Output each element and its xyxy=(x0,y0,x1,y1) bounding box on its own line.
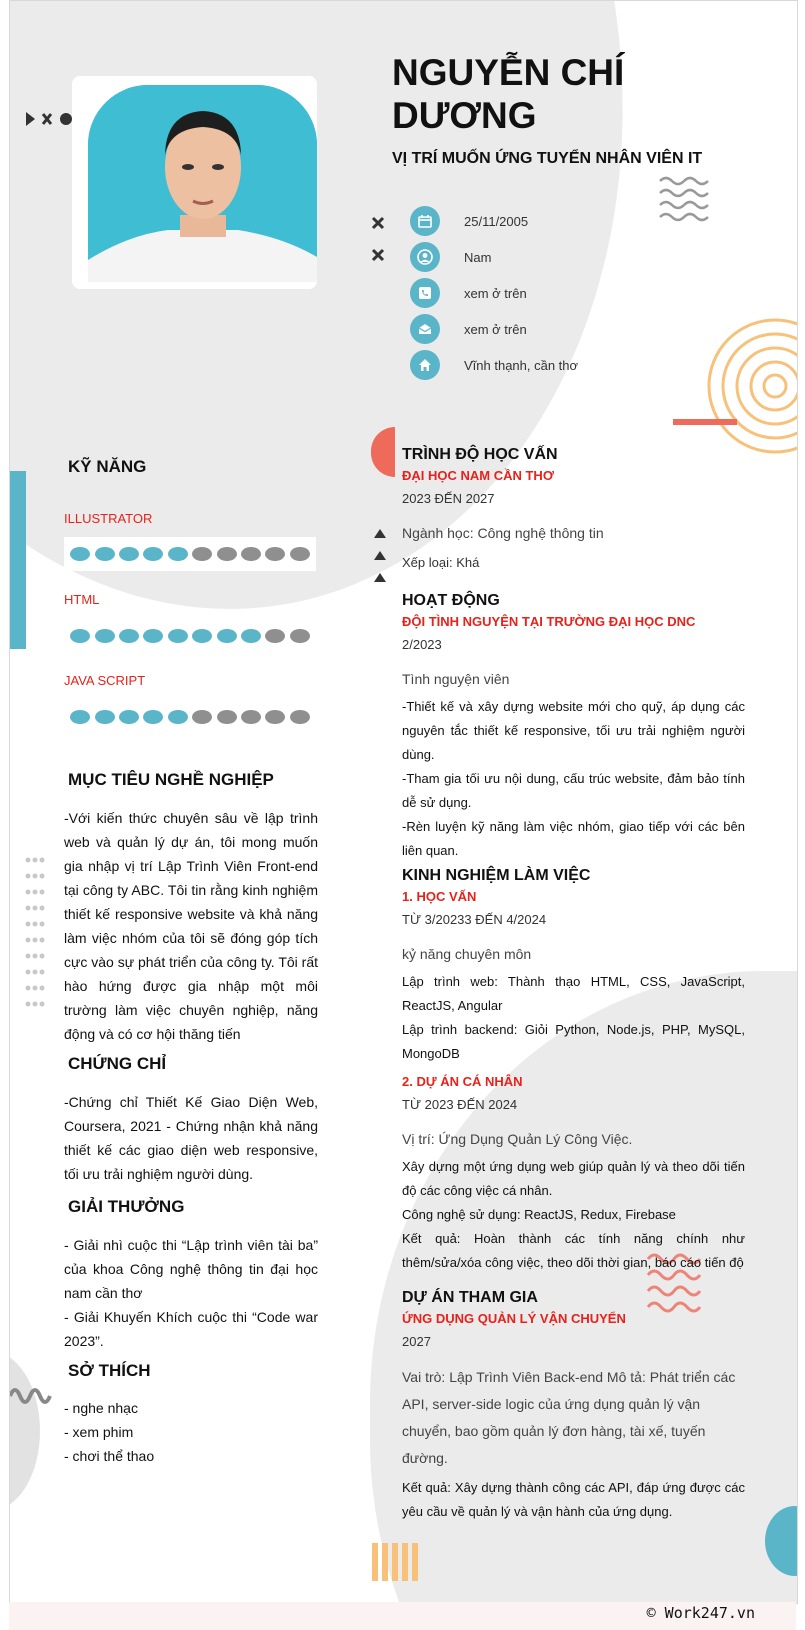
skill-dot xyxy=(192,629,212,643)
contact-item-email xyxy=(410,311,578,347)
cv-page xyxy=(9,0,798,1604)
skill-dot xyxy=(265,710,285,724)
skill-dot xyxy=(217,710,237,724)
activities-details xyxy=(402,695,745,863)
contact-address: Vĩnh thạnh, cần thơ xyxy=(464,357,579,373)
contact-item-phone xyxy=(410,275,578,311)
skill-dot xyxy=(168,710,188,724)
skill-dot xyxy=(70,547,90,561)
activities-role: Tình nguyện viên xyxy=(402,671,510,687)
skills-title: KỸ NĂNG xyxy=(68,457,147,476)
skill-name: JAVA SCRIPT xyxy=(64,673,146,688)
skill-dot xyxy=(241,710,261,724)
experience-role: kỷ năng chuyên môn xyxy=(402,946,532,962)
experience-period: TỪ 3/20233 ĐẾN 4/2024 xyxy=(402,912,547,927)
orange-bars-decoration xyxy=(372,1543,418,1581)
award-item: - Giải Khuyến Khích cuộc thi “Code war 2023”. xyxy=(64,1309,318,1349)
skill-dot xyxy=(143,710,163,724)
activity-detail: -Thiết kế và xây dựng website mới cho quỹ, áp dụng các nguyên tắc thiết kế responsive, tối ưu trải nghiệm người dùng. xyxy=(402,699,745,762)
activities-title: HOẠT ĐỘNG xyxy=(402,592,500,609)
experience-detail: Xây dựng một ứng dụng web giúp quản lý và theo dõi tiến độ các công việc cá nhân. xyxy=(402,1159,745,1198)
skill-dot xyxy=(70,710,90,724)
activities-org: ĐỘI TÌNH NGUYỆN TẠI TRƯỜNG ĐẠI HỌC DNC xyxy=(402,614,696,629)
objective-title: MỤC TIÊU NGHỀ NGHIỆP xyxy=(68,770,274,789)
contact-item-gender xyxy=(410,239,578,275)
skill-dot xyxy=(119,629,139,643)
skill-name: ILLUSTRATOR xyxy=(64,511,153,526)
project-result: Kết quả: Xây dựng thành công các API, đáp ứng được các yêu cầu về quản lý và vận hành của ứng dụng. xyxy=(402,1480,745,1519)
experience-heading: 1. HỌC VẤN xyxy=(402,889,477,904)
skill-dot xyxy=(217,629,237,643)
candidate-name: NGUYỄN CHÍ DƯƠNG xyxy=(392,52,625,136)
experience-title: KINH NGHIỆM LÀM VIỆC xyxy=(402,867,591,884)
education-grade: Xếp loại: Khá xyxy=(402,555,480,570)
hobbies-title: SỞ THÍCH xyxy=(68,1361,151,1380)
education-period: 2023 ĐẾN 2027 xyxy=(402,491,495,506)
red-line-decoration xyxy=(673,419,737,425)
education-major: Ngành học: Công nghệ thông tin xyxy=(402,525,604,541)
skill-dot xyxy=(265,629,285,643)
experience-details xyxy=(402,970,745,1066)
award-item: - Giải nhì cuộc thi “Lập trình viên tài ba” của khoa Công nghệ thông tin đại học nam cần thơ xyxy=(64,1237,318,1301)
awards-list xyxy=(64,1233,318,1353)
contact-gender: Nam xyxy=(464,249,492,265)
activity-detail: -Tham gia tối ưu nội dung, cấu trúc website, đảm bảo tính dễ sử dụng. xyxy=(402,771,745,810)
skill-dot xyxy=(119,547,139,561)
contact-item-birthday xyxy=(410,203,578,239)
project-period: 2027 xyxy=(402,1334,431,1349)
hobby-item: - chơi thể thao xyxy=(64,1448,155,1464)
skill-rating xyxy=(64,619,316,653)
bg-shape-left xyxy=(9,1351,40,1511)
skill-dot xyxy=(217,547,237,561)
skill-name: HTML xyxy=(64,592,100,607)
activity-detail: -Rèn luyện kỹ năng làm việc nhóm, giao tiếp với các bên liên quan. xyxy=(402,819,745,858)
phone-icon xyxy=(410,278,440,308)
hobby-item: - xem phim xyxy=(64,1424,134,1440)
gray-wave-decoration xyxy=(10,1383,56,1409)
profile-photo xyxy=(88,85,317,282)
skill-dot xyxy=(290,547,310,561)
skill-rating xyxy=(64,700,316,734)
hobbies-list xyxy=(64,1396,318,1468)
experience-role: Vị trí: Ứng Dụng Quản Lý Công Việc. xyxy=(402,1131,633,1147)
awards-title: GIẢI THƯỞNG xyxy=(68,1197,185,1216)
skill-dot xyxy=(265,547,285,561)
skill-dot xyxy=(290,629,310,643)
x-marks-decoration xyxy=(370,215,388,265)
experience-heading: 2. DỰ ÁN CÁ NHÂN xyxy=(402,1074,523,1089)
certificates-text: -Chứng chỉ Thiết Kế Giao Diện Web, Coursera, 2021 - Chứng nhận khả năng thiết kế các giao diện web responsive, tối ưu trải nghiệm người dùng. xyxy=(64,1094,318,1182)
experience-details xyxy=(402,1155,745,1275)
experience-detail: Công nghệ sử dụng: ReactJS, Redux, Firebase xyxy=(402,1207,676,1222)
objective-text: -Với kiến thức chuyên sâu về lập trình web và quản lý dự án, tôi mong muốn gia nhập vị trí Lập Trình Viên Front-end tại công ty ABC. Tôi tin rằng kinh nghiệm thiết kế responsive website và khả năng làm việc nhóm của tôi sẽ đóng góp tích cực vào sự phát triển của công ty. Tôi rất hào hứng được gia nhập một môi trường làm việc chuyên nghiệp, năng động và có cơ hội thăng tiến xyxy=(64,810,319,1042)
contact-email: xem ở trên xyxy=(464,321,527,337)
experience-period: TỪ 2023 ĐẾN 2024 xyxy=(402,1097,518,1112)
skill-dot xyxy=(192,710,212,724)
project-name: ỨNG DỤNG QUẢN LÝ VẬN CHUYỂN xyxy=(402,1311,626,1326)
skill-dot xyxy=(95,629,115,643)
teal-bar-decoration xyxy=(10,471,26,649)
contact-phone: xem ở trên xyxy=(464,285,527,301)
hobby-item: - nghe nhạc xyxy=(64,1400,138,1416)
skill-dot xyxy=(168,547,188,561)
skill-dot xyxy=(168,629,188,643)
certificates-title: CHỨNG CHỈ xyxy=(68,1054,167,1073)
triangles-decoration xyxy=(373,529,387,585)
activities-period: 2/2023 xyxy=(402,637,442,652)
desired-position: VỊ TRÍ MUỐN ỨNG TUYỂN NHÂN VIÊN IT xyxy=(392,150,703,167)
skill-dot xyxy=(241,547,261,561)
experience-detail: Kết quả: Hoàn thành các tính năng chính như thêm/sửa/xóa công việc, theo dõi thời gian, báo cáo tiến độ xyxy=(402,1231,745,1270)
project-role: Vai trò: Lập Trình Viên Back-end Mô tả: Phát triển các API, server-side logic của ứng dụng quản lý vận chuyển, bao gồm quản lý đơn hàng, tài xế, tuyến đường. xyxy=(402,1369,736,1466)
projects-title: DỰ ÁN THAM GIA xyxy=(402,1289,538,1306)
skill-dot xyxy=(241,629,261,643)
experience-detail: Lập trình web: Thành thạo HTML, CSS, JavaScript, ReactJS, Angular xyxy=(402,974,745,1013)
footer-brand: © Work247.vn xyxy=(646,1604,755,1622)
education-title: TRÌNH ĐỘ HỌC VẤN xyxy=(402,446,558,463)
skill-dot xyxy=(70,629,90,643)
wave-lines-decoration xyxy=(658,175,714,227)
education-school: ĐẠI HỌC NAM CẦN THƠ xyxy=(402,468,554,483)
right-column xyxy=(402,446,745,1524)
contact-list xyxy=(410,203,578,383)
skill-dot xyxy=(143,547,163,561)
concentric-circles-decoration xyxy=(700,316,797,456)
skill-dot xyxy=(119,710,139,724)
user-circle-icon xyxy=(410,242,440,272)
experience-detail: Lập trình backend: Giỏi Python, Node.js, PHP, MySQL, MongoDB xyxy=(402,1022,745,1061)
skill-dot xyxy=(95,547,115,561)
envelope-icon xyxy=(410,314,440,344)
calendar-icon xyxy=(410,206,440,236)
skill-dot xyxy=(95,710,115,724)
contact-item-address xyxy=(410,347,578,383)
dot-grid-decoration xyxy=(24,855,46,1011)
skill-dot xyxy=(192,547,212,561)
skill-dot xyxy=(143,629,163,643)
skill-rating xyxy=(64,537,316,571)
home-icon xyxy=(410,350,440,380)
skill-dot xyxy=(290,710,310,724)
contact-birthday: 25/11/2005 xyxy=(464,213,529,229)
